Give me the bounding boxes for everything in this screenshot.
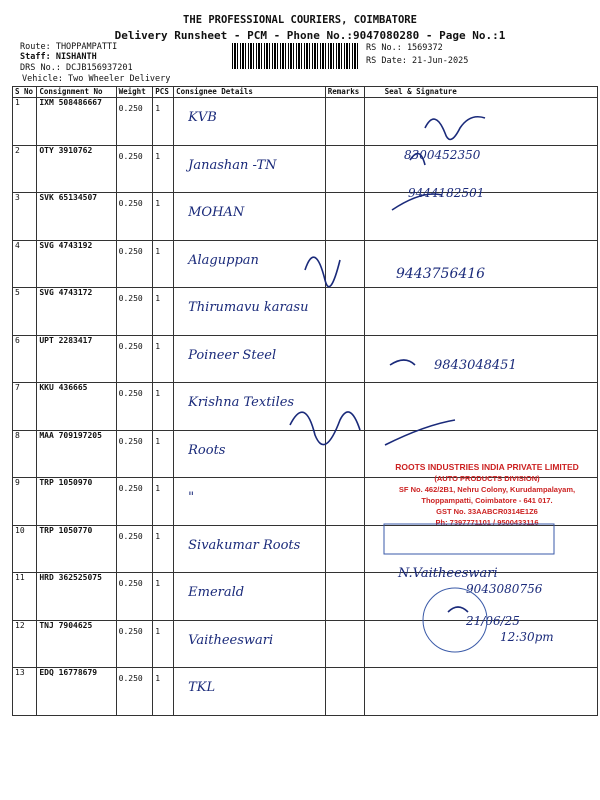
row-sno: 11: [13, 573, 37, 621]
row-pcs: 1: [153, 145, 174, 193]
drs-number: DRS No.: DCJB156937201: [20, 63, 133, 73]
row-weight: 0.250: [116, 383, 153, 431]
row-consignment-no: SVG 4743192: [37, 240, 116, 288]
row-pcs: 1: [153, 430, 174, 478]
col-remarks: Remarks: [325, 87, 364, 98]
consignee-handwriting: Vaitheeswari: [188, 632, 274, 648]
signature-time: 12:30pm: [500, 630, 554, 644]
row-consignment-no: TRP 1050770: [37, 525, 116, 573]
consignee-handwriting: KVB: [188, 110, 217, 125]
rs-date: RS Date: 21-Jun-2025: [366, 56, 469, 66]
row-pcs: 1: [153, 620, 174, 668]
consignee-handwriting: Thirumavu karasu: [188, 300, 309, 315]
row-pcs: 1: [153, 98, 174, 146]
row-consignment-no: EDQ 16778679: [37, 668, 116, 716]
row-weight: 0.250: [116, 668, 153, 716]
row-weight: 0.250: [116, 193, 153, 241]
row-weight: 0.250: [116, 430, 153, 478]
col-pcs: PCS: [153, 87, 174, 98]
col-consignee: Consignee Details: [174, 87, 326, 98]
row-pcs: 1: [153, 383, 174, 431]
row-pcs: 1: [153, 193, 174, 241]
row-consignment-no: KKU 436665: [37, 383, 116, 431]
col-signature: Seal & Signature: [364, 87, 597, 98]
row-consignment-no: TNJ 7904625: [37, 620, 116, 668]
row-pcs: 1: [153, 573, 174, 621]
signature-phone: 9443756416: [396, 266, 486, 282]
consignee-handwriting: Krishna Textiles: [188, 395, 295, 410]
row-weight: 0.250: [116, 573, 153, 621]
consignee-handwriting: TKL: [188, 680, 216, 695]
row-sno: 2: [13, 145, 37, 193]
row-sno: 12: [13, 620, 37, 668]
row-weight: 0.250: [116, 240, 153, 288]
row-consignment-no: SVK 65134507: [37, 193, 116, 241]
stamp-line: ROOTS INDUSTRIES INDIA PRIVATE LIMITED: [395, 462, 579, 472]
signature-phone: 9444182501: [408, 186, 485, 200]
row-consignment-no: MAA 709197205: [37, 430, 116, 478]
col-weight: Weight: [116, 87, 153, 98]
row-weight: 0.250: [116, 620, 153, 668]
row-pcs: 1: [153, 288, 174, 336]
row-sno: 1: [13, 98, 37, 146]
row-consignment-no: UPT 2283417: [37, 335, 116, 383]
row-consignment-no: TRP 1050970: [37, 478, 116, 526]
row-weight: 0.250: [116, 478, 153, 526]
stamp-line: GST No. 33AABCR0314E1Z6: [436, 507, 538, 516]
route: Route: THOPPAMPATTI: [20, 42, 118, 52]
row-sno: 6: [13, 335, 37, 383]
row-consignment-no: OTY 3910762: [37, 145, 116, 193]
row-weight: 0.250: [116, 525, 153, 573]
company-name: THE PROFESSIONAL COURIERS, COIMBATORE: [183, 14, 417, 26]
signature-phone: 9043080756: [466, 582, 543, 596]
vehicle: Vehicle: Two Wheeler Delivery: [22, 74, 171, 84]
signature-date: 21/06/25: [466, 614, 520, 628]
row-weight: 0.250: [116, 145, 153, 193]
row-pcs: 1: [153, 240, 174, 288]
col-consignment: Consignment No: [37, 87, 116, 98]
row-pcs: 1: [153, 335, 174, 383]
signature-name: N.Vaitheeswari: [398, 566, 498, 581]
rs-number: RS No.: 1569372: [366, 43, 443, 53]
consignee-handwriting: Emerald: [188, 585, 245, 600]
stamp-line: Ph: 7397771101 / 9500433116: [435, 518, 539, 527]
runsheet-title: Delivery Runsheet - PCM - Phone No.:9047080280 - Page No.:1: [114, 29, 506, 42]
row-pcs: 1: [153, 478, 174, 526]
signature-phone: 9843048451: [434, 358, 517, 373]
consignee-handwriting: MOHAN: [188, 205, 245, 220]
consignee-handwriting: Poineer Steel: [188, 347, 277, 363]
staff: Staff: NISHANTH: [20, 52, 97, 62]
row-sno: 7: [13, 383, 37, 431]
row-weight: 0.250: [116, 335, 153, 383]
row-sno: 10: [13, 525, 37, 573]
consignee-handwriting: ": [188, 490, 195, 505]
row-pcs: 1: [153, 525, 174, 573]
row-sno: 4: [13, 240, 37, 288]
stamp-line: Thoppampatti, Coimbatore - 641 017.: [421, 496, 553, 505]
row-weight: 0.250: [116, 98, 153, 146]
row-sno: 5: [13, 288, 37, 336]
row-sno: 3: [13, 193, 37, 241]
stamp-line: SF No. 462/2B1, Nehru Colony, Kurudampalayam,: [398, 485, 576, 494]
consignee-handwriting: Alaguppan: [188, 252, 259, 268]
row-sno: 13: [13, 668, 37, 716]
signature-phone: 8300452350: [404, 148, 481, 162]
row-weight: 0.250: [116, 288, 153, 336]
row-sno: 8: [13, 430, 37, 478]
row-sno: 9: [13, 478, 37, 526]
col-sno: S No: [13, 87, 37, 98]
consignee-handwriting: Janashan -TN: [188, 157, 277, 173]
row-consignment-no: IXM 508486667: [37, 98, 116, 146]
row-pcs: 1: [153, 668, 174, 716]
stamp-line: (AUTO PRODUCTS DIVISION): [434, 474, 540, 483]
row-consignment-no: SVG 4743172: [37, 288, 116, 336]
consignee-handwriting: Roots: [188, 442, 226, 458]
row-consignment-no: HRD 362525075: [37, 573, 116, 621]
consignee-handwriting: Sivakumar Roots: [188, 537, 301, 553]
